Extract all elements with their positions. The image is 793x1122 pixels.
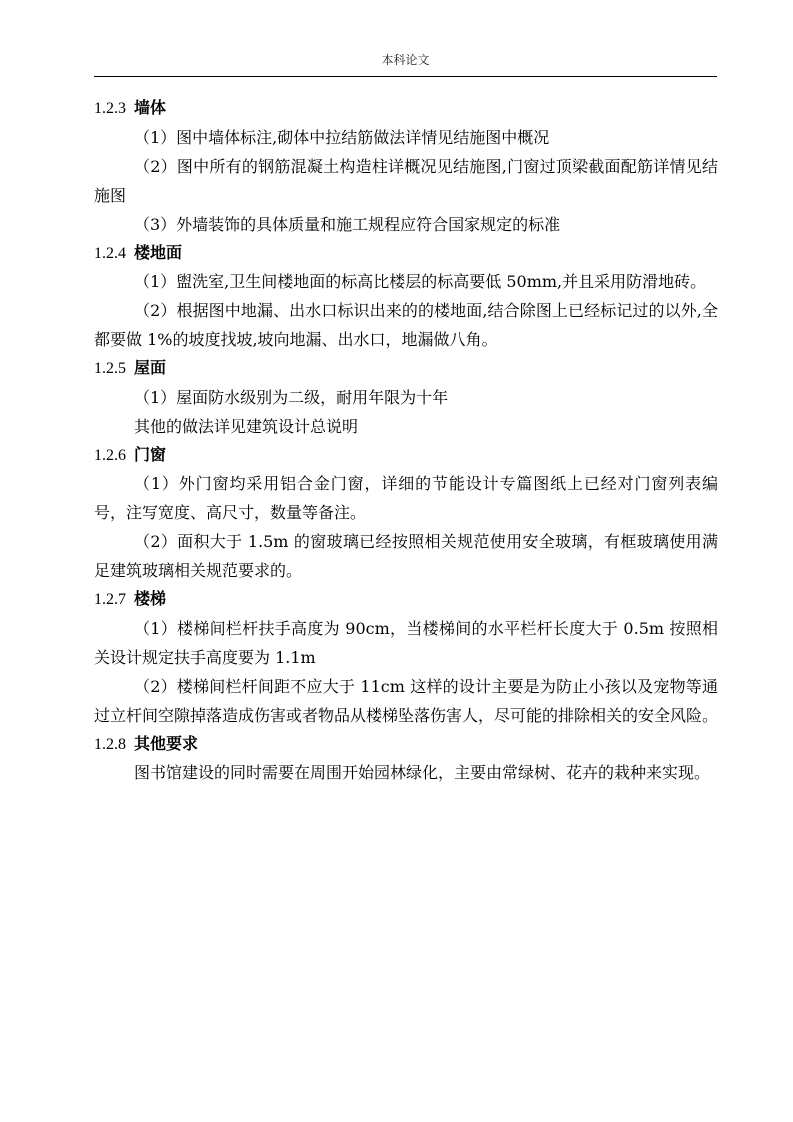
section-other-requirements: [94, 730, 718, 788]
section-doors-windows: [94, 441, 718, 586]
section-number: 1.2.4: [94, 244, 126, 262]
section-wall: [94, 94, 718, 239]
section-heading: [94, 94, 718, 123]
section-title: 墙体: [134, 98, 167, 117]
document-body: [94, 94, 718, 787]
section-title: 楼梯: [134, 589, 167, 608]
section-title: 门窗: [134, 444, 167, 464]
section-title: 屋面: [134, 358, 167, 377]
section-title: 楼地面: [134, 242, 183, 262]
page-header: [94, 50, 717, 77]
paragraph: （3）外墙装饰的具体质量和施工规程应符合国家规定的标准: [134, 214, 561, 234]
paragraph: （2）根据图中地漏、出水口标识出来的的楼地面,结合除图上已经标记过的以外,全都要做 1%的坡度找坡,坡向地漏、出水口，地漏做八角。: [94, 301, 718, 349]
section-heading: [94, 730, 718, 759]
section-stairs: [94, 585, 718, 730]
paragraph: （1）屋面防水级别为二级，耐用年限为十年: [134, 387, 449, 407]
section-heading: [94, 441, 718, 470]
paragraph: （2）面积大于 1.5m 的窗玻璃已经按照相关规范使用安全玻璃，有框玻璃使用满足建筑玻璃相关规范要求的。: [94, 532, 718, 580]
section-heading: [94, 585, 718, 614]
paragraph: （1）楼梯间栏杆扶手高度为 90cm，当楼梯间的水平栏杆长度大于 0.5m 按照相关设计规定扶手高度要为 1.1m: [94, 618, 718, 667]
paragraph: 其他的做法详见建筑设计总说明: [134, 416, 359, 436]
section-heading: [94, 354, 718, 383]
section-heading: [94, 239, 718, 268]
paragraph: （2）图中所有的钢筋混凝土构造柱详概况见结施图,门窗过顶梁截面配筋详情见结施图: [94, 156, 718, 205]
paragraph: （2）楼梯间栏杆间距不应大于 11cm 这样的设计主要是为防止小孩以及宠物等通过立杆间空隙掉落造成伤害或者物品从楼梯坠落伤害人，尽可能的排除相关的安全风险。: [94, 676, 719, 725]
header-title: 本科论文: [381, 53, 430, 67]
section-number: 1.2.7: [94, 591, 126, 608]
paragraph: 图书馆建设的同时需要在周围开始园林绿化，主要由常绿树、花卉的栽种来实现。: [134, 763, 711, 782]
section-number: 1.2.3: [94, 100, 126, 117]
section-roof: [94, 354, 718, 441]
paragraph: （1）外门窗均采用铝合金门窗，详细的节能设计专篇图纸上已经对门窗列表编号，注写宽度、高尺寸，数量等备注。: [94, 474, 718, 522]
section-floor: [94, 239, 718, 355]
section-title: 其他要求: [134, 733, 199, 753]
section-number: 1.2.8: [94, 735, 126, 753]
paragraph: （1）图中墙体标注,砌体中拉结筋做法详情见结施图中概况: [134, 127, 550, 147]
section-number: 1.2.5: [94, 360, 126, 377]
paragraph: （1）盥洗室,卫生间楼地面的标高比楼层的标高要低 50mm,并且采用防滑地砖。: [134, 272, 707, 291]
section-number: 1.2.6: [94, 446, 126, 464]
